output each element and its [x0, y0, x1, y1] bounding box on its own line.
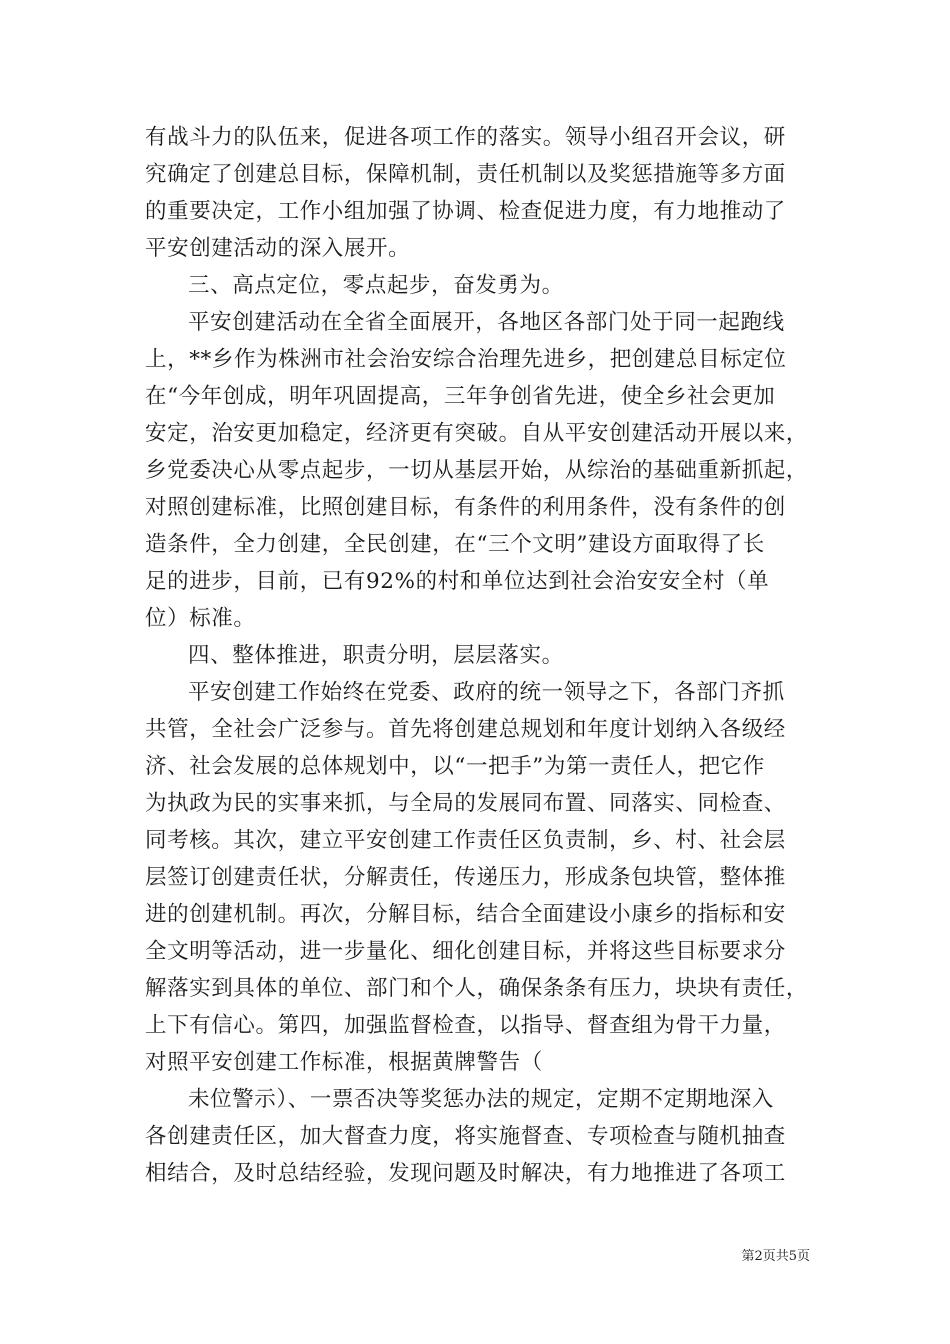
text-line: 上下有信心。第四，加强监督检查，以指导、督查组为骨干力量， — [145, 1013, 786, 1038]
text-line: 的重要决定，工作小组加强了协调、检查促进力度，有力地推动了 — [145, 199, 786, 224]
text-line: 进的创建机制。再次，分解目标，结合全面建设小康乡的指标和安 — [145, 902, 786, 927]
text-line: 平安创建活动的深入展开。 — [145, 236, 411, 261]
text-line: 层签订创建责任状，分解责任，传递压力，形成条包块管，整体推 — [145, 865, 786, 890]
text-line: 对照创建标准，比照创建目标，有条件的利用条件，没有条件的创 — [145, 495, 786, 520]
text-line: 共管，全社会广泛参与。首先将创建总规划和年度计划纳入各级经 — [145, 717, 786, 742]
section-heading: 三、高点定位，零点起步，奋发勇为。 — [188, 273, 564, 298]
text-line: 安定，治安更加稳定，经济更有突破。自从平安创建活动开展以来， — [145, 421, 809, 446]
section-heading: 四、整体推进，职责分明，层层落实。 — [188, 643, 564, 668]
text-line: 究确定了创建总目标，保障机制，责任机制以及奖惩措施等多方面 — [145, 162, 786, 187]
text-line: 平安创建工作始终在党委、政府的统一领导之下，各部门齐抓 — [188, 680, 785, 705]
text-line: 乡党委决心从零点起步，一切从基层开始，从综治的基础重新抓起， — [145, 458, 809, 483]
page-number: 第2页共5页 — [741, 1249, 810, 1264]
text-line: 平安创建活动在全省全面展开，各地区各部门处于同一起跑线 — [188, 310, 785, 335]
text-line: 同考核。其次，建立平安创建工作责任区负责制，乡、村、社会层 — [145, 828, 786, 853]
text-line: 各创建责任区，加大督查力度，将实施督查、专项检查与随机抽查 — [145, 1124, 786, 1149]
text-line: 对照平安创建工作标准，根据黄牌警告（ — [145, 1050, 543, 1075]
text-line: 为执政为民的实事来抓，与全局的发展同布置、同落实、同检查、 — [145, 791, 786, 816]
text-line: 相结合，及时总结经验，发现问题及时解决，有力地推进了各项工 — [145, 1161, 786, 1186]
text-line: 在“今年创成，明年巩固提高，三年争创省先进，使全乡社会更加 — [145, 384, 776, 409]
text-line: 济、社会发展的总体规划中，以“一把手”为第一责任人，把它作 — [145, 754, 765, 779]
text-line: 未位警示）、一票否决等奖惩办法的规定，定期不定期地深入 — [188, 1087, 774, 1112]
text-line: 解落实到具体的单位、部门和个人，确保条条有压力，块块有责任， — [145, 976, 809, 1001]
text-line: 足的进步，目前，已有92%的村和单位达到社会治安安全村（单 — [145, 569, 770, 594]
text-line: 造条件，全力创建，全民创建，在“三个文明”建设方面取得了长 — [145, 532, 765, 557]
text-line: 上，**乡作为株洲市社会治安综合治理先进乡，把创建总目标定位 — [145, 347, 787, 372]
text-line: 有战斗力的队伍来，促进各项工作的落实。领导小组召开会议，研 — [145, 125, 786, 150]
text-line: 位）标准。 — [145, 606, 256, 631]
text-line: 全文明等活动，进一步量化、细化创建目标，并将这些目标要求分 — [145, 939, 786, 964]
